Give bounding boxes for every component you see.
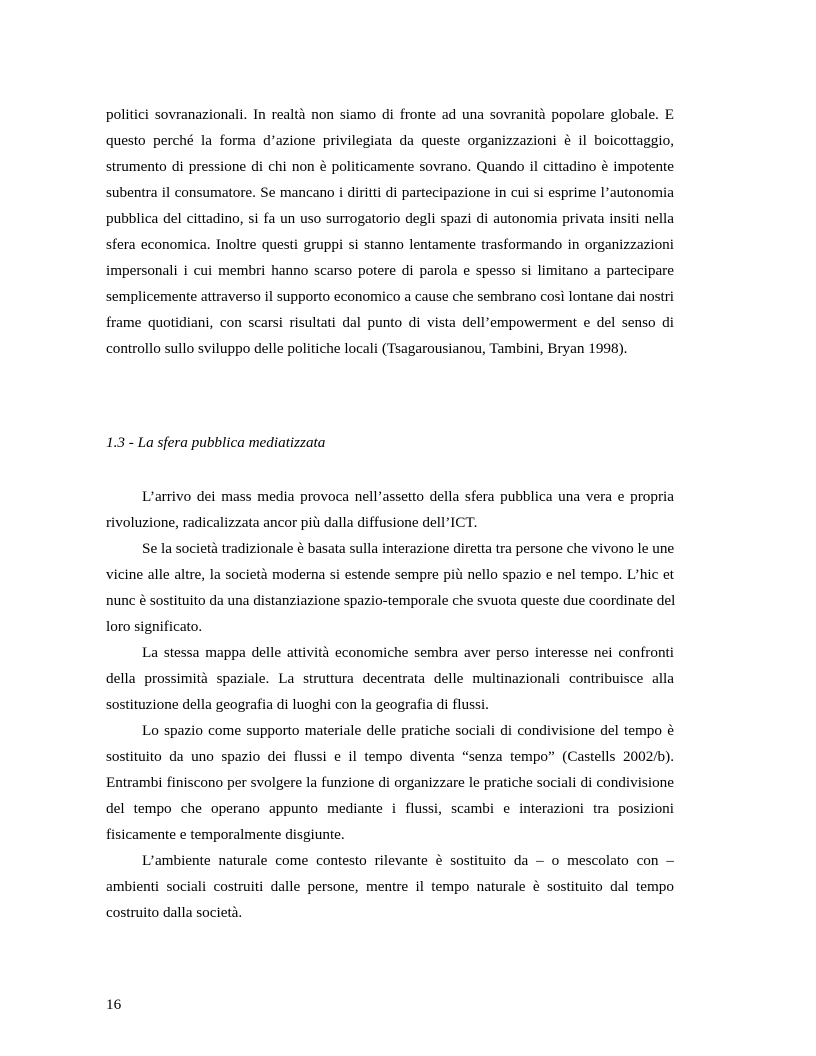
paragraph-space-of-flows: [106, 718, 674, 848]
text-line: fisicamente e temporalmente disgiunte.: [106, 826, 345, 843]
text-line: Lo spazio come supporto materiale delle pratiche sociali di condivisione del tempo è: [142, 722, 674, 739]
text-line: subentra il consumatore. Se mancano i diritti di partecipazione in cui si esprime l’autonomia: [106, 184, 674, 201]
paragraph-traditional-society: [106, 536, 674, 640]
text-line: nunc è sostituito da una distanziazione spazio-temporale che svuota queste due coordinate del: [106, 592, 676, 609]
text-line: L’ambiente naturale come contesto rilevante è sostituito da – o mescolato con –: [142, 852, 674, 869]
text-line: L’arrivo dei mass media provoca nell’assetto della sfera pubblica una vera e propria: [142, 488, 674, 505]
paragraph-sovereignty: [106, 102, 674, 362]
paragraph-economic-map: [106, 640, 674, 718]
text-line: loro significato.: [106, 618, 203, 635]
text-line: sostituzione della geografia di luoghi con la geografia di flussi.: [106, 696, 489, 713]
text-line: ambienti sociali costruiti dalle persone, mentre il tempo naturale è sostituito dal tempo: [106, 878, 674, 895]
page-number: 16: [106, 996, 122, 1013]
text-line: semplicemente attraverso il supporto economico a cause che sembrano così lontane dai nostri: [106, 288, 674, 305]
text-line: Se la società tradizionale è basata sulla interazione diretta tra persone che vivono le une: [142, 540, 675, 557]
paragraph-natural-environment: [106, 848, 674, 926]
text-line: della prossimità spaziale. La struttura decentrata delle multinazionali contribuisce alla: [106, 670, 674, 687]
text-line: questo perché la forma d’azione privilegiata da queste organizzazioni è il boicottaggio,: [106, 132, 674, 149]
text-line: controllo sullo sviluppo delle politiche locali (Tsagarousianou, Tambini, Bryan 1998).: [106, 340, 628, 357]
text-line: Entrambi finiscono per svolgere la funzione di organizzare le pratiche sociali di condivisione: [106, 774, 674, 791]
text-line: pubblica del cittadino, si fa un uso surrogatorio degli spazi di autonomia privata insiti nella: [106, 210, 674, 227]
section-heading: 1.3 - La sfera pubblica mediatizzata: [106, 434, 326, 451]
text-line: sostituito da uno spazio dei flussi e il tempo diventa “senza tempo” (Castells 2002/b).: [106, 748, 674, 765]
text-line: frame quotidiani, con scarsi risultati dal punto di vista dell’empowerment e del senso di: [106, 314, 674, 331]
text-line: strumento di pressione di chi non è politicamente sovrano. Quando il cittadino è impotente: [106, 158, 674, 175]
text-line: sfera economica. Inoltre questi gruppi si stanno lentamente trasformando in organizzazioni: [106, 236, 674, 253]
text-line: rivoluzione, radicalizzata ancor più dalla diffusione dell’ICT.: [106, 514, 478, 531]
text-line: politici sovranazionali. In realtà non siamo di fronte ad una sovranità popolare globale. E: [106, 106, 674, 123]
text-line: costruito dalla società.: [106, 904, 243, 921]
text-line: del tempo che operano appunto mediante i flussi, scambi e interazioni tra posizioni: [106, 800, 674, 817]
text-line: impersonali i cui membri hanno scarso potere di parola e spesso si limitano a partecipare: [106, 262, 674, 279]
paragraph-mass-media: [106, 484, 674, 536]
text-line: vicine alle altre, la società moderna si estende sempre più nello spazio e nel tempo. L’hic et: [106, 566, 674, 583]
text-line: La stessa mappa delle attività economiche sembra aver perso interesse nei confronti: [142, 644, 674, 661]
